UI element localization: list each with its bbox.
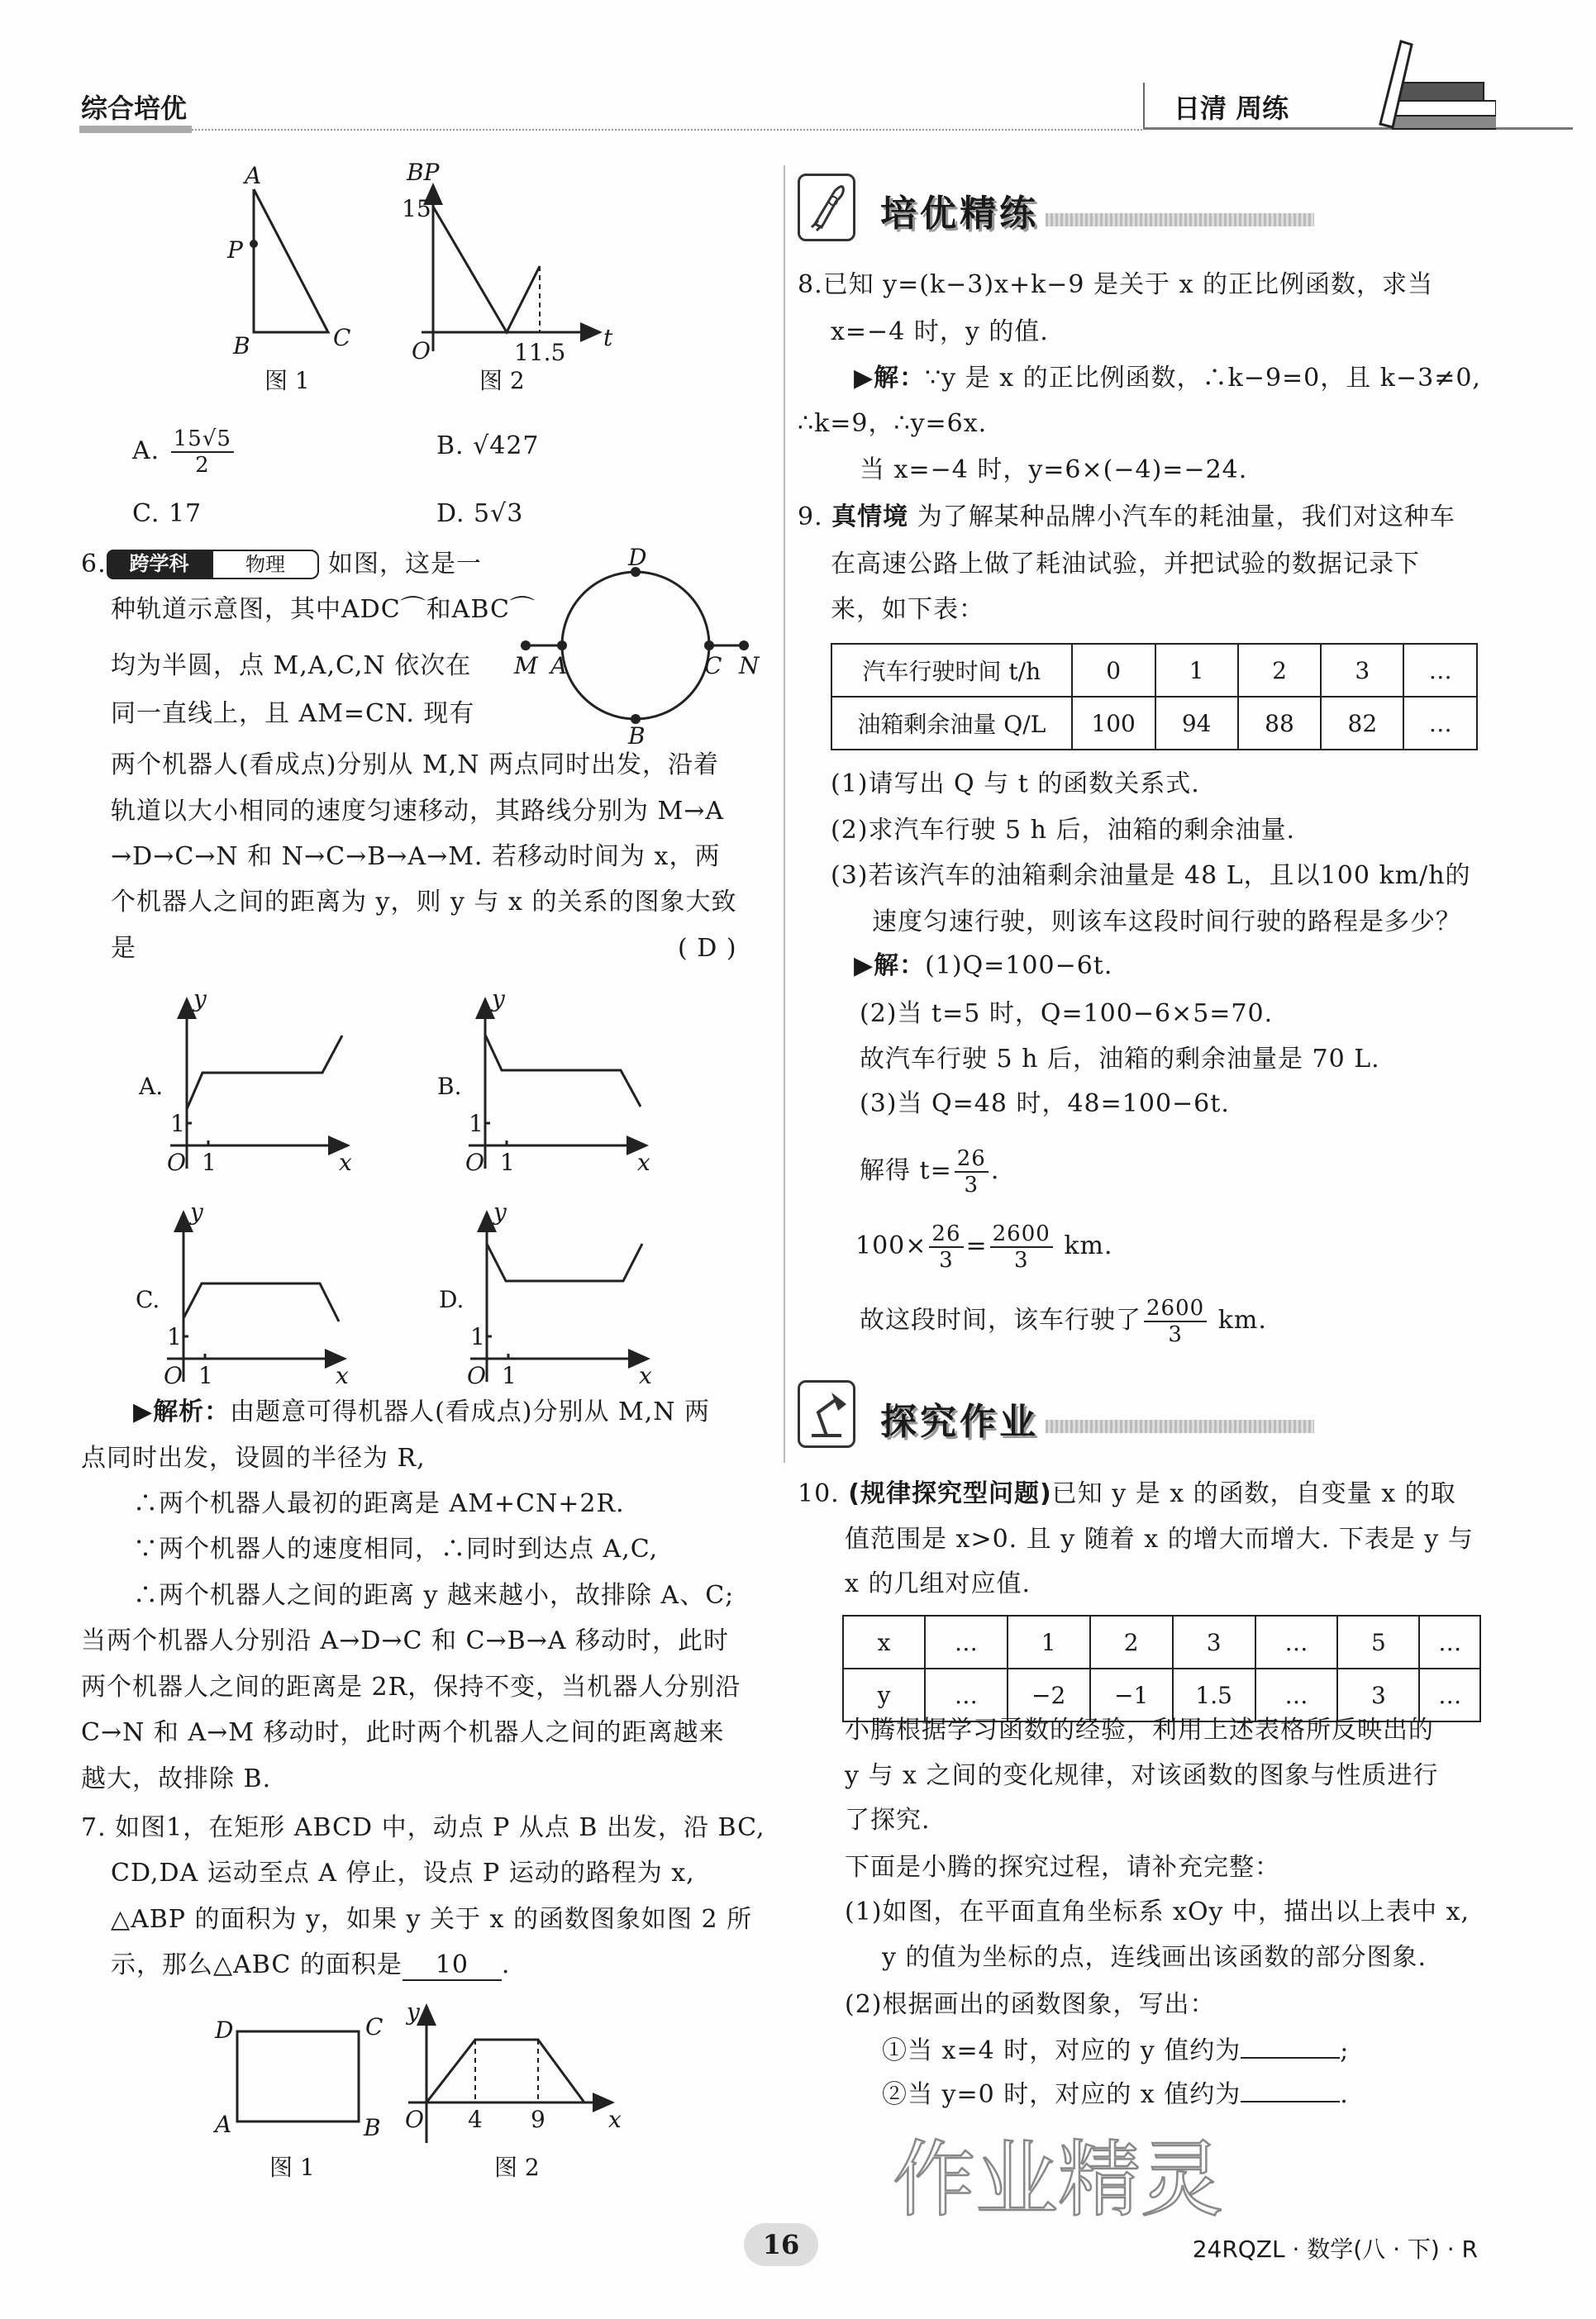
q7-line <box>111 1949 510 1982</box>
q9-line <box>831 860 1471 893</box>
distance-graph <box>183 1283 339 1321</box>
text: 由题意可得机器人(看成点)分别从 M,N 两 <box>230 1398 711 1426</box>
text: y 与 x 之间的变化规律，对该函数的图象与性质进行 <box>845 1761 1439 1790</box>
fig-caption: 图 1 <box>269 2154 315 2181</box>
text: 了探究. <box>845 1806 931 1835</box>
denominator: 2 <box>195 453 210 478</box>
q6-analysis-line <box>81 1625 729 1658</box>
point-p <box>250 240 258 248</box>
numerator: 15√5 <box>171 426 234 453</box>
tick-15: 15 <box>402 195 431 222</box>
text: (3)若该汽车的油箱剩余油量是 48 L，且以100 km/h的 <box>831 861 1471 890</box>
q6-line <box>111 795 724 828</box>
text: 小腾根据学习函数的经验，利用上述表格所反映出的 <box>845 1716 1434 1745</box>
text: (2)当 t=5 时，Q=100−6×5=70. <box>860 999 1274 1028</box>
q9-intro-line <box>831 593 984 626</box>
track-circle <box>562 572 709 719</box>
text: 故这段时间，该车行驶了 <box>860 1306 1141 1335</box>
text: 已知 y 是 x 的函数，自变量 x 的取 <box>1051 1479 1456 1508</box>
table-cell: … <box>1403 697 1477 750</box>
point-a <box>557 640 567 650</box>
label-x: x <box>639 1362 652 1389</box>
q8-line <box>854 362 1481 395</box>
area-graph <box>426 2040 584 2102</box>
bold-label: 真情境 <box>831 502 909 531</box>
tag-cross-subject: 跨学科 <box>107 550 212 579</box>
q5-figure-1 <box>254 189 328 332</box>
text: 两个机器人(看成点)分别从 M,N 两点同时出发，沿着 <box>111 750 719 779</box>
text: ∴k=9，∴y=6x. <box>798 409 988 438</box>
tick-label: 1 <box>469 1110 484 1137</box>
q9-line <box>860 1146 999 1198</box>
label-b: B <box>364 2114 381 2141</box>
text: 9. <box>798 502 832 531</box>
table-cell: 3 <box>1337 1669 1419 1721</box>
label-a: A <box>245 162 262 189</box>
fig-caption: 图 1 <box>264 367 310 394</box>
table-cell: … <box>1419 1669 1480 1721</box>
text: 是 <box>111 934 136 963</box>
numerator: 2600 <box>1144 1296 1207 1322</box>
text: 示，那么△ABC 的面积是 <box>111 1950 403 1979</box>
q7-line <box>111 1857 695 1890</box>
label-c: C <box>365 2013 384 2040</box>
fraction <box>929 1221 963 1273</box>
table-cell: 汽车行驶时间 t/h <box>831 644 1072 697</box>
q10-line <box>882 2035 1349 2068</box>
header-left-title: 综合培优 <box>81 93 188 124</box>
tick-11-5: 11.5 <box>514 339 566 366</box>
bold-label: ▶解： <box>854 951 926 980</box>
q10-line <box>845 1759 1438 1793</box>
q10-line <box>845 1851 1280 1884</box>
q10-line <box>882 2079 1349 2112</box>
section-title-peiyou: 培优精练 <box>880 193 1039 235</box>
bold-label: ▶解析： <box>133 1398 231 1426</box>
q7-graph <box>408 2006 612 2143</box>
label-m: M <box>514 652 538 679</box>
label-x: x <box>637 1149 650 1176</box>
text: = <box>965 1231 988 1260</box>
label-origin: O <box>167 1149 186 1176</box>
q6-analysis-line <box>133 1533 658 1566</box>
rectangle-abcd <box>237 2031 359 2121</box>
table-cell: −2 <box>1008 1669 1090 1721</box>
numerator: 26 <box>955 1146 989 1173</box>
point-m <box>521 640 531 650</box>
tick-label: 1 <box>202 1149 217 1176</box>
table-cell: 2 <box>1090 1616 1173 1669</box>
q6-analysis-line <box>133 1488 625 1521</box>
q6-analysis-line <box>133 1396 710 1429</box>
text: ∴两个机器人最初的距离是 AM+CN+2R. <box>133 1489 625 1518</box>
q6-line <box>111 749 719 782</box>
text: 速度匀速行驶，则该车这段时间行驶的路程是多少？ <box>872 907 1461 936</box>
table-cell: 1 <box>1008 1616 1090 1669</box>
text: 越大，故排除 B. <box>81 1764 272 1793</box>
header-right-title: 日清 周练 <box>1174 93 1289 124</box>
q10-intro-line <box>845 1523 1474 1556</box>
text: 在高速公路上做了耗油试验，并把试验的数据记录下 <box>831 550 1420 579</box>
q8-line <box>860 454 1247 487</box>
text: 下面是小腾的探究过程，请补充完整： <box>845 1853 1280 1882</box>
tick-label: 1 <box>500 1149 515 1176</box>
table-cell: 100 <box>1072 697 1155 750</box>
label-y: y <box>493 1198 507 1226</box>
table-cell: … <box>1403 644 1477 697</box>
text: (1)如图，在平面直角坐标系 xOy 中，描出以上表中 x, <box>845 1898 1470 1926</box>
graph-option-a <box>170 999 348 1169</box>
table-cell: … <box>1419 1616 1480 1669</box>
text: (1)请写出 Q 与 t 的函数关系式. <box>831 769 1200 798</box>
fraction <box>1144 1296 1207 1347</box>
text: 轨道以大小相同的速度匀速移动，其路线分别为 M→A <box>111 797 725 826</box>
text: x=−4 时，y 的值. <box>831 317 1049 346</box>
watermark: 作业精灵 <box>893 2131 1223 2228</box>
label-p: P <box>227 236 243 264</box>
label-b: B <box>628 722 646 750</box>
graph-option-letter: B. <box>437 1073 462 1100</box>
q6-first-line: 如图，这是一 <box>328 550 482 579</box>
label-a: A <box>550 652 568 679</box>
text: C→N 和 A→M 移动时，此时两个机器人之间的距离越来 <box>81 1718 725 1747</box>
fraction <box>990 1221 1053 1273</box>
answer-graphs <box>136 985 652 1389</box>
point-c <box>704 640 714 650</box>
q5-figure-2 <box>422 185 600 351</box>
point-n <box>739 640 749 650</box>
book-code: 24RQZL · 数学(八 · 下) · R <box>1192 2236 1478 2263</box>
text: →D→C→N 和 N→C→B→A→M. 若移动时间为 x，两 <box>111 842 721 871</box>
text: 10. <box>798 1479 849 1508</box>
answer-blank <box>1241 2057 1340 2059</box>
section-title-tanjiu: 探究作业 <box>880 1401 1039 1443</box>
q10-intro-line <box>845 1568 1031 1601</box>
label-d: D <box>215 2017 234 2044</box>
text: ; <box>1340 2036 1350 2065</box>
bold-label: (规律探究型问题) <box>848 1479 1052 1508</box>
text: 7. 如图1，在矩形 ABCD 中，动点 P 从点 B 出发，沿 BC, <box>81 1813 765 1842</box>
q6-line <box>111 593 536 626</box>
q7-line <box>81 1812 765 1845</box>
tag-physics: 物理 <box>212 550 319 579</box>
table-cell: 94 <box>1155 697 1238 750</box>
numerator: 26 <box>929 1221 963 1248</box>
text: 均为半圆，点 M,A,C,N 依次在 <box>111 651 472 680</box>
q6-analysis-line <box>81 1717 724 1750</box>
graph-option-letter: D. <box>439 1286 465 1313</box>
table-cell: 5 <box>1337 1616 1419 1669</box>
q10-line <box>845 1804 931 1837</box>
distance-graph <box>485 1035 641 1107</box>
text: ∵y 是 x 的正比例函数，∴k−9=0，且 k−3≠0, <box>925 364 1481 393</box>
fig-caption: 图 2 <box>494 2154 540 2181</box>
q10-line <box>845 1896 1470 1929</box>
text: 值范围是 x>0. 且 y 随着 x 的增大而增大. 下表是 y 与 <box>845 1525 1474 1554</box>
graph-option-letter: A. <box>139 1073 164 1100</box>
q10-line <box>845 1714 1434 1747</box>
q6-analysis-line <box>81 1763 271 1796</box>
track-diagram <box>521 572 749 719</box>
answer-blank: 10 <box>403 1951 502 1981</box>
text: (2)求汽车行驶 5 h 后，油箱的剩余油量. <box>831 816 1296 845</box>
text: (2)根据画出的函数图象，写出： <box>845 1990 1216 2019</box>
text: 同一直线上，且 AM=CN. 现有 <box>111 699 475 728</box>
answer-blank <box>1241 2101 1340 2102</box>
table-cell: 2 <box>1238 644 1321 697</box>
text: CD,DA 运动至点 A 停止，设点 P 运动的路程为 x, <box>111 1859 695 1888</box>
text: ∴两个机器人之间的距离 y 越来越小，故排除 A、C; <box>133 1581 735 1610</box>
text: 8.已知 y=(k−3)x+k−9 是关于 x 的正比例函数，求当 <box>798 270 1434 299</box>
tick-label: 1 <box>502 1362 517 1389</box>
q6-line <box>111 698 474 731</box>
q9-line <box>860 1043 1380 1076</box>
label-origin: O <box>412 337 431 364</box>
table-cell: 3 <box>1173 1616 1255 1669</box>
page-number: 16 <box>744 2223 818 2266</box>
q6-line <box>111 650 471 683</box>
table-cell: … <box>1255 1616 1338 1669</box>
label-n: N <box>739 652 760 679</box>
text: x 的几组对应值. <box>845 1569 1031 1598</box>
text: 个机器人之间的距离为 y，则 y 与 x 的关系的图象大致 <box>111 888 737 917</box>
text: ①当 x=4 时，对应的 y 值约为 <box>882 2036 1241 2065</box>
q6-analysis-line <box>81 1671 741 1704</box>
graph-option-letter: C. <box>136 1286 160 1313</box>
q9-line <box>855 1221 1113 1273</box>
option-a-label: A. <box>132 436 160 465</box>
q6-number: 6. <box>81 550 107 579</box>
table-cell: −1 <box>1090 1669 1173 1721</box>
q9-line <box>854 950 1112 983</box>
tick-9: 9 <box>531 2106 545 2133</box>
text: km. <box>1055 1231 1113 1260</box>
table-cell: 3 <box>1321 644 1403 697</box>
graph-option-b <box>469 999 646 1169</box>
q6-analysis-line <box>133 1579 734 1612</box>
table-cell: 1 <box>1155 644 1238 697</box>
option-b: B. √427 <box>436 431 540 460</box>
text: 为了解某种品牌小汽车的耗油量，我们对这种车 <box>908 502 1455 531</box>
bold-label: ▶解： <box>854 364 926 393</box>
text: y 的值为坐标的点，连线画出该函数的部分图象. <box>882 1943 1427 1972</box>
label-c: C <box>333 324 351 351</box>
label-b: B <box>233 332 250 360</box>
table-cell: 88 <box>1238 697 1321 750</box>
q8-line <box>798 407 987 440</box>
text: △ABP 的面积为 y，如果 y 关于 x 的函数图象如图 2 所 <box>111 1905 753 1934</box>
graph-option-c <box>167 1212 345 1382</box>
q8-line <box>798 269 1433 302</box>
tick-label: 1 <box>170 1110 185 1137</box>
label-origin: O <box>467 1362 486 1389</box>
table-cell: 油箱剩余油量 Q/L <box>831 697 1072 750</box>
label-bp: BP <box>407 159 440 186</box>
option-d: D. 5√3 <box>436 499 524 528</box>
q6-answer: ( D ) <box>678 934 737 963</box>
fig-caption: 图 2 <box>479 367 525 394</box>
table-cell: y <box>843 1669 925 1721</box>
label-x: x <box>339 1149 352 1176</box>
text: 100× <box>855 1231 927 1260</box>
q6-line <box>111 886 737 919</box>
label-origin: O <box>405 2106 424 2133</box>
label-d: D <box>628 544 647 571</box>
table-cell: … <box>925 1669 1008 1721</box>
text: . <box>501 1950 511 1979</box>
text: 种轨道示意图，其中ADC⌒和ABC⌒ <box>111 595 536 624</box>
table-cell: x <box>843 1616 925 1669</box>
numerator: 2600 <box>990 1221 1053 1248</box>
text: 解得 t= <box>860 1156 952 1185</box>
table-cell: … <box>1255 1669 1338 1721</box>
table-cell: 0 <box>1072 644 1155 697</box>
table-cell: 82 <box>1321 697 1403 750</box>
q9-line <box>860 998 1273 1031</box>
label-c: C <box>704 652 722 679</box>
text: 点同时出发，设圆的半径为 R, <box>81 1444 426 1473</box>
label-origin: O <box>164 1362 183 1389</box>
table-cell: 1.5 <box>1173 1669 1255 1721</box>
q8-line <box>831 316 1049 349</box>
q10-intro-line <box>798 1478 1456 1511</box>
graph-option-d <box>470 1212 648 1382</box>
denominator: 3 <box>964 1173 979 1198</box>
label-y: y <box>492 985 505 1012</box>
label-a: A <box>215 2111 232 2138</box>
bp-graph <box>433 207 540 332</box>
tick-label: 1 <box>470 1323 485 1350</box>
label-y: y <box>193 985 207 1012</box>
q9-line <box>860 1088 1230 1121</box>
label-x: x <box>336 1362 349 1389</box>
text: 两个机器人之间的距离是 2R，保持不变，当机器人分别沿 <box>81 1673 741 1702</box>
label-origin: O <box>465 1149 484 1176</box>
text: 故汽车行驶 5 h 后，油箱的剩余油量是 70 L. <box>860 1045 1380 1074</box>
text: . <box>1340 2080 1349 2109</box>
fraction <box>955 1146 989 1198</box>
label-x: x <box>608 2106 622 2133</box>
label-t: t <box>603 324 613 351</box>
q6-line <box>111 840 720 874</box>
tick-4: 4 <box>468 2106 483 2133</box>
triangle-abc <box>254 189 328 332</box>
denominator: 3 <box>1013 1248 1029 1273</box>
text: 当两个机器人分别沿 A→D→C 和 C→B→A 移动时，此时 <box>81 1626 730 1655</box>
tick-label: 1 <box>167 1323 182 1350</box>
tick-label: 1 <box>198 1362 213 1389</box>
q9-line <box>860 1296 1267 1347</box>
denominator: 3 <box>1168 1322 1183 1347</box>
text: 当 x=−4 时，y=6×(−4)=−24. <box>860 455 1248 484</box>
text: ∵两个机器人的速度相同，∴同时到达点 A,C, <box>133 1535 659 1564</box>
distance-graph <box>187 1036 342 1109</box>
text: (3)当 Q=48 时，48=100−6t. <box>860 1089 1230 1118</box>
text: 来，如下表： <box>831 595 984 624</box>
q7-line <box>111 1903 752 1936</box>
q9-line <box>872 906 1461 939</box>
q6-line <box>111 932 136 965</box>
text: (1)Q=100−6t. <box>925 951 1113 980</box>
q10-line <box>845 1988 1216 2021</box>
table-cell: … <box>925 1616 1008 1669</box>
q9-line <box>831 768 1200 801</box>
distance-graph <box>487 1244 642 1281</box>
q9-intro-line <box>831 548 1420 581</box>
q9-intro-line <box>798 501 1455 534</box>
denominator: 3 <box>939 1248 954 1273</box>
q6-analysis-line <box>81 1442 426 1475</box>
q9-line <box>831 814 1295 847</box>
q10-line <box>882 1941 1427 1974</box>
text: ②当 y=0 时，对应的 x 值约为 <box>882 2080 1241 2109</box>
label-y: y <box>190 1198 203 1226</box>
label-y: y <box>407 1998 420 2026</box>
text: km. <box>1209 1306 1267 1335</box>
text: . <box>990 1156 1000 1185</box>
option-c: C. 17 <box>132 499 202 528</box>
